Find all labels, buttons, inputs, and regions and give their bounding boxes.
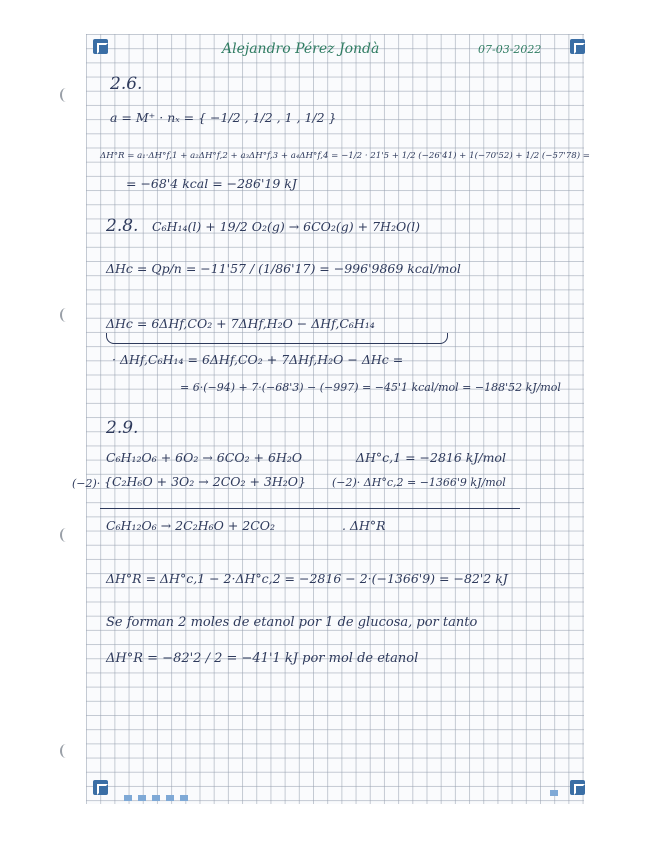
section-2-8-dhc-formula: ΔHc = 6ΔHf,CO₂ + 7ΔHf,H₂O − ΔHf,C₆H₁₄ <box>106 316 375 331</box>
section-2-9-sentence: Se forman 2 moles de etanol por 1 de glucosa, por tanto <box>106 615 478 630</box>
section-2-9-eq-3-enthalpy: . ΔH°R <box>342 518 386 533</box>
section-number-2-8: 2.8. <box>106 216 139 236</box>
section-2-6-line-1: a = M⁺ · nₓ = { −1/2 , 1/2 , 1 , 1/2 } <box>110 110 337 125</box>
section-2-9-eq-2-multiplier: (−2)· <box>72 477 101 490</box>
corner-marker-icon <box>570 39 585 54</box>
sum-line <box>100 508 520 509</box>
section-2-6-line-2: ΔH°R = a₁·ΔH°f,1 + a₂ΔH°f,2 + a₃ΔH°f,3 + a₄ΔH°f,4 = −1/2 · 21'5 + 1/2 (−26'41) + 1(−70'52) + 1/2 (−57'78) = <box>100 151 591 161</box>
date: 07-03-2022 <box>478 43 542 56</box>
section-2-9-eq-2-enthalpy: (−2)· ΔH°c,2 = −1366'9 kJ/mol <box>332 476 506 489</box>
binder-hole-icon <box>60 744 72 758</box>
section-number-2-6: 2.6. <box>110 74 143 94</box>
section-2-8-dhf-line-1: · ΔHf,C₆H₁₄ = 6ΔHf,CO₂ + 7ΔHf,H₂O − ΔHc = <box>112 352 404 367</box>
section-2-8-dhf-line-2: = 6·(−94) + 7·(−68'3) − (−997) = −45'1 kcal/mol = −188'52 kJ/mol <box>180 381 561 394</box>
corner-marker-icon <box>93 39 108 54</box>
binder-hole-icon <box>60 528 72 542</box>
section-2-9-eq-2: {C₂H₆O + 3O₂ → 2CO₂ + 3H₂O} <box>104 474 307 489</box>
binder-hole-icon <box>60 308 72 322</box>
section-2-9-eq-1: C₆H₁₂O₆ + 6O₂ → 6CO₂ + 6H₂O <box>106 450 303 465</box>
section-2-9-result: ΔH°R = −82'2 / 2 = −41'1 kJ por mol de etanol <box>106 651 419 666</box>
formula-brace <box>106 333 448 344</box>
grid-paper-sheet <box>86 34 584 804</box>
corner-marker-icon <box>93 780 108 795</box>
section-2-8-dhc: ΔHc = Qp/n = −11'57 / (1/86'17) = −996'9869 kcal/mol <box>106 261 461 276</box>
corner-marker-icon <box>570 780 585 795</box>
section-2-9-calculation: ΔH°R = ΔH°c,1 − 2·ΔH°c,2 = −2816 − 2·(−1366'9) = −82'2 kJ <box>106 571 508 586</box>
author-name: Alejandro Pérez Jondà <box>222 41 380 57</box>
section-2-9-eq-1-enthalpy: ΔH°c,1 = −2816 kJ/mol <box>356 450 506 465</box>
section-2-9-eq-3: C₆H₁₂O₆ → 2C₂H₆O + 2CO₂ <box>106 518 276 533</box>
binder-hole-icon <box>60 88 72 102</box>
section-2-6-line-3: = −68'4 kcal = −286'19 kJ <box>126 176 297 191</box>
section-number-2-9: 2.9. <box>106 418 139 438</box>
section-2-8-reaction: C₆H₁₄(l) + 19/2 O₂(g) → 6CO₂(g) + 7H₂O(l) <box>152 219 420 234</box>
